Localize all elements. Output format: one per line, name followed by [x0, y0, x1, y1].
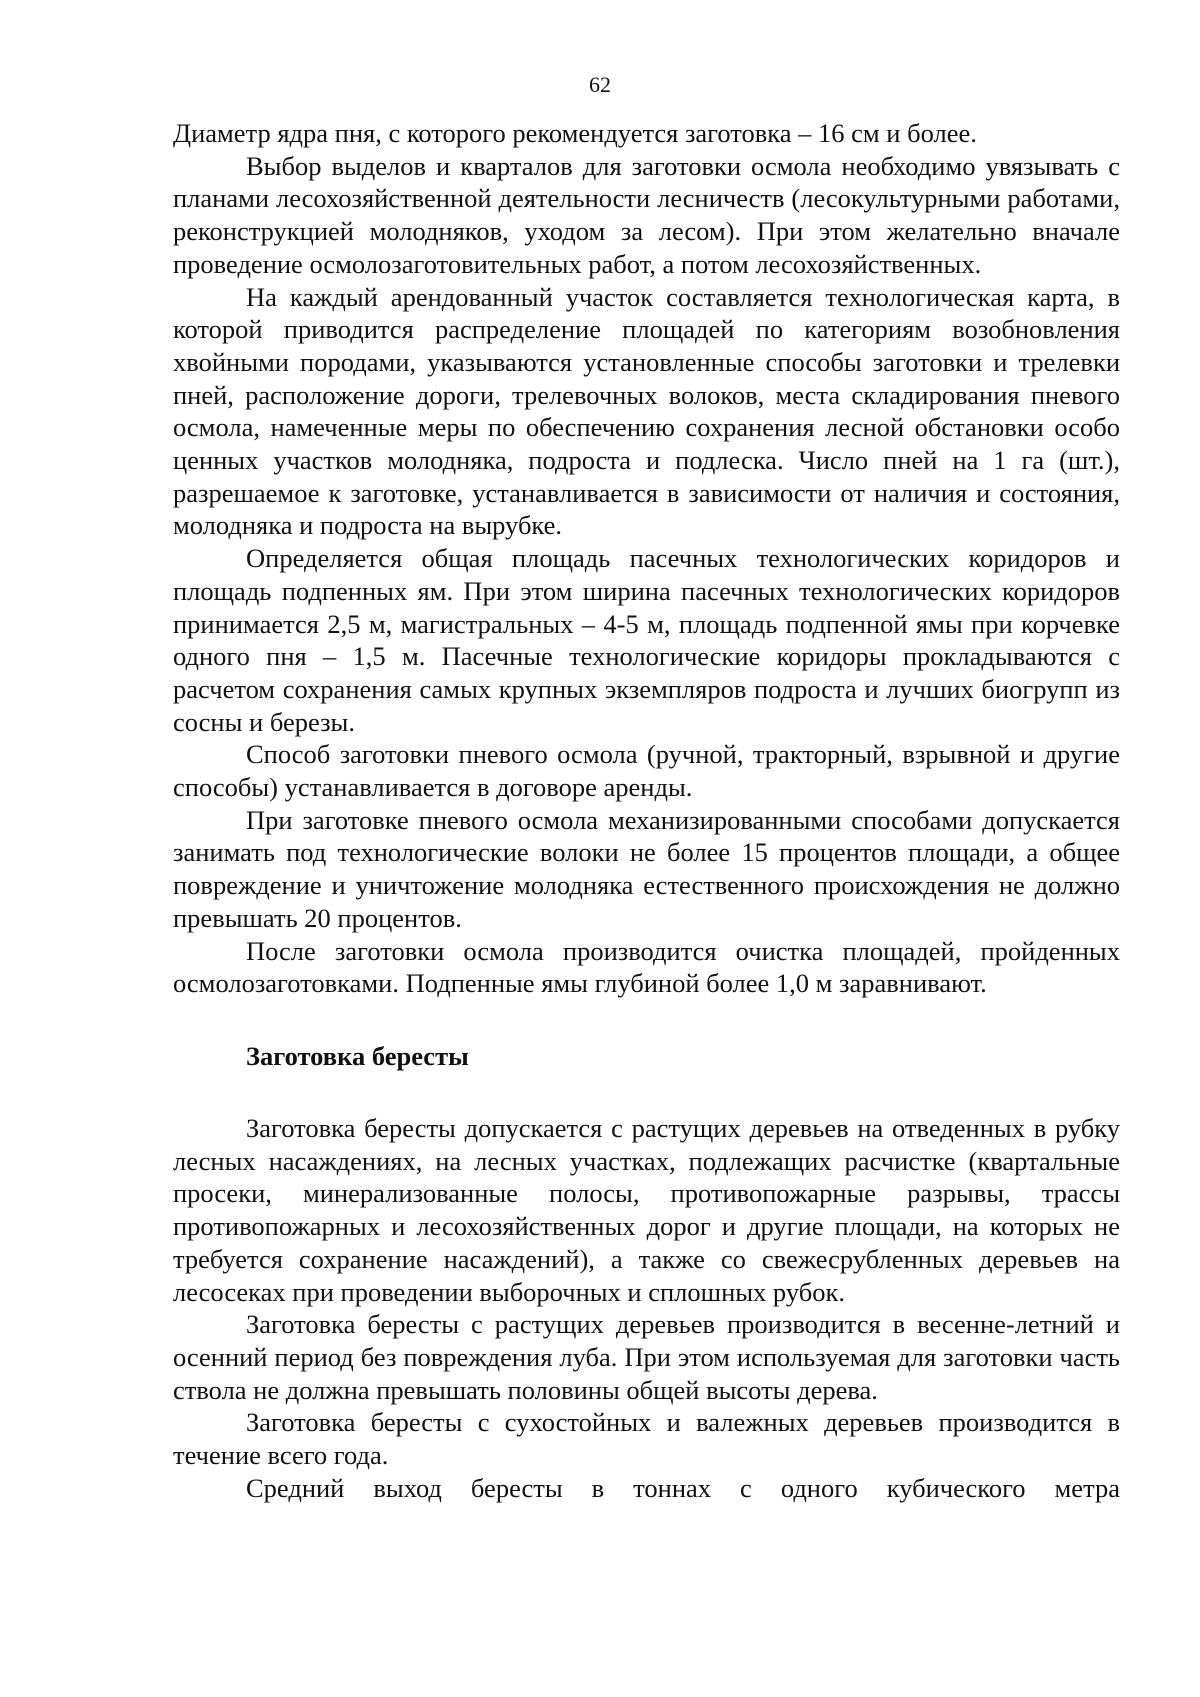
- paragraph: Заготовка бересты допускается с растущих деревьев на отведенных в рубку лесных насаждениях, на лесных участках, подлежащих расчистке (квартальные просеки, минерализованные полосы, противопожарные разрывы, трассы противопожарных и лесохозяйственных дорог и другие площади, на которых не требуется сохранение насаждений), а также со свежесрубленных деревьев на лесосеках при проведении выборочных и сплошных рубок.: [173, 1112, 1120, 1307]
- paragraph: Выбор выделов и кварталов для заготовки осмола необходимо увязывать с планами лесохозяйственной деятельности лесничеств (лесокультурными работами, реконструкцией молодняков, уходом за лесом). При этом желательно вначале проведение осмолозаготовительных работ, а потом лесохозяйственных.: [173, 150, 1120, 279]
- paragraph: Диаметр ядра пня, с которого рекомендуется заготовка – 16 см и более.: [173, 118, 977, 148]
- paragraph: Заготовка бересты с растущих деревьев производится в весенне-летний и осенний период без повреждения луба. При этом используемая для заготовки часть ствола не должна превышать половины общей высоты дерева.: [173, 1309, 1120, 1405]
- paragraph: Способ заготовки пневого осмола (ручной, тракторный, взрывной и другие способы) устанавливается в договоре аренды.: [173, 739, 1120, 803]
- paragraph: На каждый арендованный участок составляется технологическая карта, в которой приводится распределение площадей по категориям возобновления хвойными породами, указываются установленные способы заготовки и трелевки пней, расположение дороги, трелевочных волоков, места складирования пневого осмола, намеченные меры по обеспечению сохранения лесной обстановки особо ценных участков молодняка, подроста и подлеска. Число пней на 1 га (шт.), разрешаемое к заготовке, устанавливается в зависимости от наличия и состояния, молодняка и подроста на вырубке.: [173, 281, 1120, 541]
- paragraph: Заготовка бересты с сухостойных и валежных деревьев производится в течение всего года.: [173, 1407, 1120, 1471]
- paragraph: Определяется общая площадь пасечных технологических коридоров и площадь подпенных ям. При этом ширина пасечных технологических коридоров принимается 2,5 м, магистральных – 4-5 м, площадь подпенной ямы при корчевке одного пня – 1,5 м. Пасечные технологические коридоры прокладываются с расчетом сохранения самых крупных экземпляров подроста и лучших биогрупп из сосны и березы.: [173, 543, 1120, 737]
- paragraph: Средний выход бересты в тоннах с одного кубического метра: [246, 1472, 1120, 1503]
- paragraph: При заготовке пневого осмола механизированными способами допускается занимать под технологические волоки не более 15 процентов площади, а общее повреждение и уничтожение молодняка естественного происхождения не должно превышать 20 процентов.: [173, 804, 1120, 933]
- section-heading: Заготовка бересты: [246, 1040, 469, 1071]
- document-body: [173, 117, 1120, 1504]
- paragraph: После заготовки осмола производится очистка площадей, пройденных осмолозаготовками. Подпенные ямы глубиной более 1,0 м заравнивают.: [173, 935, 1120, 999]
- page-number: 62: [589, 72, 611, 97]
